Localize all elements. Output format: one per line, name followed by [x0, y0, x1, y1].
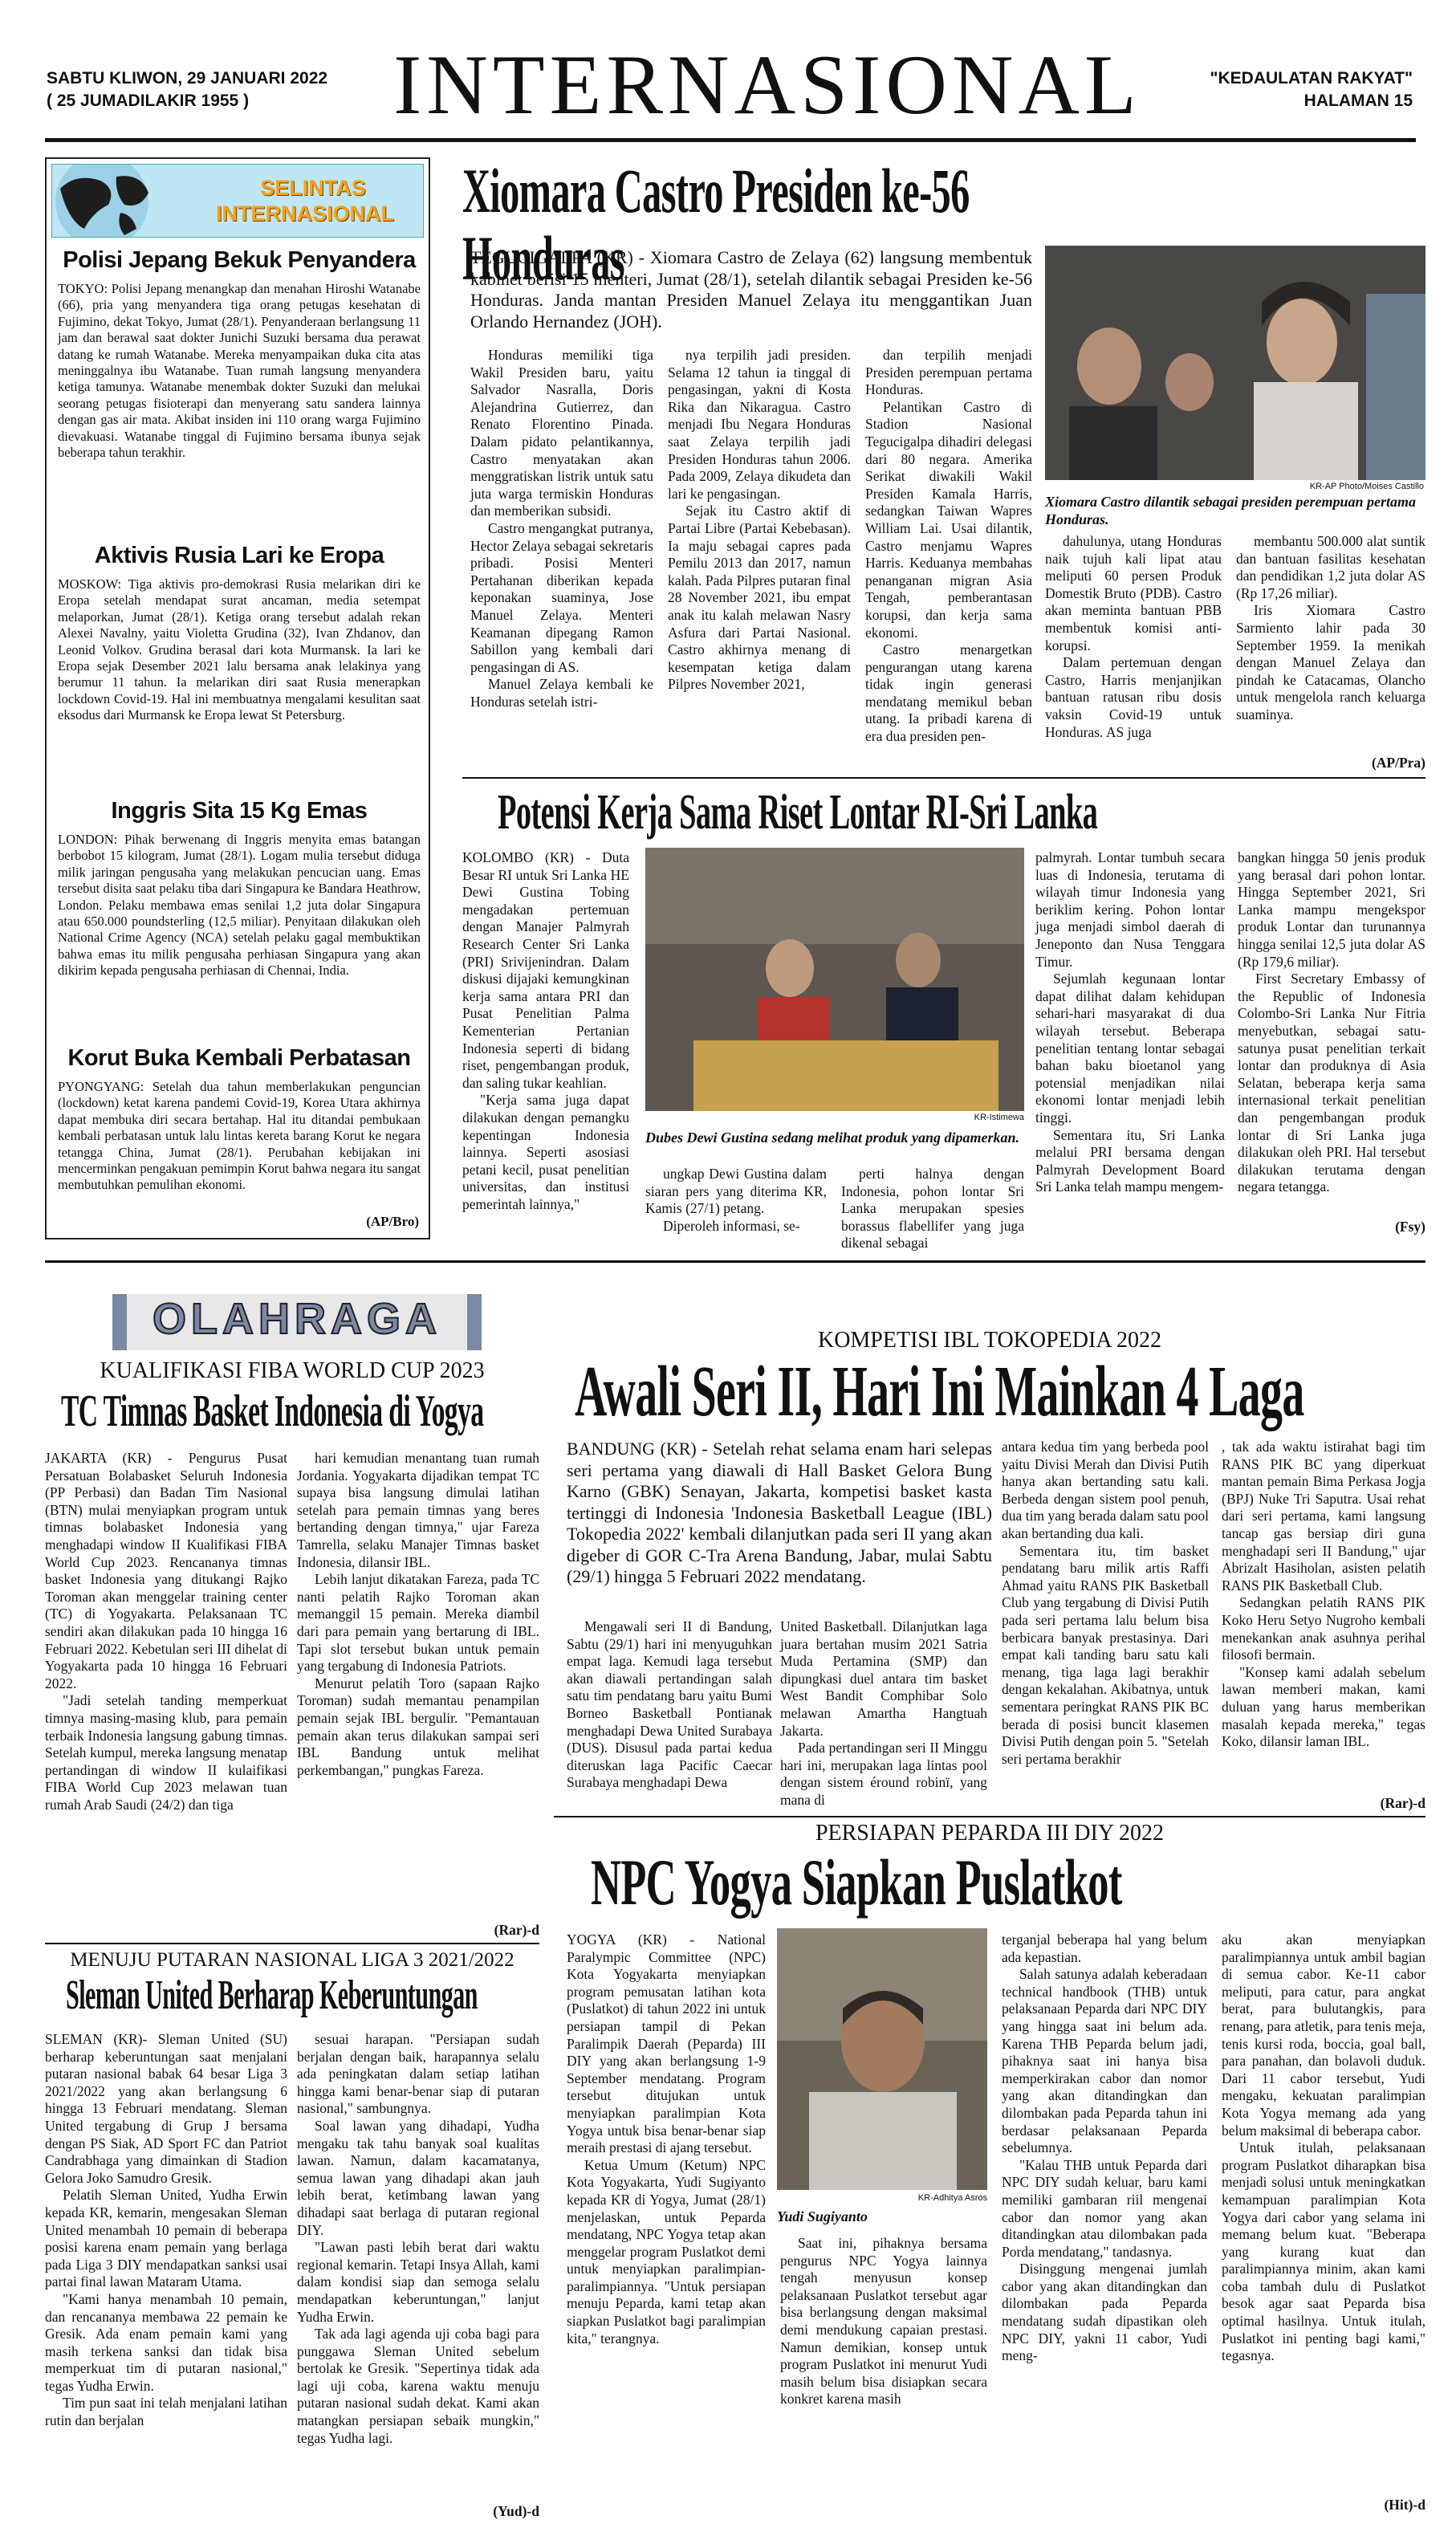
paragraph: Soal lawan yang dihadapi, Yudha mengaku tak tahu banyak soal kualitas lawan. Namun, dalam kacamatanya, semua lawan yang dihadapi akan jauh lebih berat, ketimbang lawan yang dihadapi saat berlaga di putaran regional DIY. — [297, 2117, 539, 2238]
paragraph: palmyrah. Lontar tumbuh secara luas di Indonesia, terutama di wilayah timur Indonesia yang beriklim kering. Pohon lontar juga menjadi simbol daerah di Jeneponto dan Nusa Tenggara Timur. — [1035, 849, 1225, 970]
masthead-rule — [45, 138, 1416, 142]
paragraph: Lebih lanjut dikatakan Fareza, pada TC nanti pelatih Rajko Toroman akan memanggil 15 pemain. Mereka diambil dari para pemain yang bertarung di IBL. Tapi slot tersebut bukan untuk pemain yang tergabung di Indonesia Patriots. — [297, 1571, 539, 1675]
selintas-flag-line1: SELINTAS — [260, 176, 366, 200]
paragraph: "Konsep kami adalah sebelum lawan memberi makan, kami duluan yang harus memberikan masalah kepada mereka," tegas Koko, dilansir laman IBL. — [1222, 1663, 1425, 1750]
paragraph: sesuai harapan. "Persiapan sudah berjalan dengan baik, harapannya selalu ada peningkatan dalam setiap latihan hingga kami benar-benar siap di putaran nasional," sambungnya. — [297, 2031, 539, 2117]
castro-col5 — [1236, 533, 1425, 724]
lontar-col4 — [1035, 849, 1225, 1196]
paragraph: Manuel Zelaya kembali ke Honduras setelah istri- — [470, 676, 653, 710]
paragraph: Sementara itu, tim basket pendatang baru milik artis Raffi Ahmad yaitu RANS PIK Basketball Club yang tergabung di Divisi Putih pada seri pertama lalu belum bisa berbicara banyak prestasinya. Dari empat kali tanding baru satu kali menang, tiga laga lagi berakhir dengan kekalahan. Akibatnya, untuk sementara peringkat RANS PIK BC berada di posisi buncit klasemen Divisi Putih dengan poin 5. "Setelah seri pertama berakhir — [1002, 1542, 1209, 1767]
castro-caption: Xiomara Castro dilantik sebagai presiden perempuan pertama Honduras. — [1045, 494, 1417, 527]
paragraph: JAKARTA (KR) - Pengurus Pusat Persatuan Bolabasket Seluruh Indonesia (PP Perbasi) dan Badan Tim Nasional (BTN) mulai menyiapkan program untuk timnas bolabasket Indonesia yang menghadapi window II Kualifikasi FIBA World Cup 2023. Rencananya timnas basket Indonesia yang ditukangi Rajko Toroman akan menggelar training center (TC) di Yogyakarta. Pelaksanaan TC sendiri akan dilakukan pada 10 hingga 16 Februari 2022. Kebetulan seri III dihelat di Yogyakarta pada 10 hingga 16 Februari 2022. — [45, 1450, 287, 1691]
paragraph: Castro menargetkan pengurangan utang karena tidak ingin generasi mendatang memikul beban utang. Ia pribadi karena di era dua presiden pen- — [865, 641, 1032, 745]
paragraph: Sejak itu Castro aktif di Partai Libre (Partai Kebebasan). Ia maju sebagai capres pada Pemilu 2013 dan 2017, namun kalah. Pada Pilpres putaran final 28 November 2021, ibu empat anak itu kalah melawan Nasry Asfura dari Partai Nasional. Castro akhirnya menang di kesempatan ketiga dalam Pilpres November 2021, — [668, 503, 851, 693]
paragraph: ungkap Dewi Gustina dalam siaran pers yang diterima KR, Kamis (27/1) petang. — [645, 1166, 827, 1217]
paragraph: Ketua Umum (Ketum) NPC Kota Yogyakarta, Yudi Sugiyanto kepada KR di Yogya, Jumat (28/1) menjelaskan, untuk Peparda mendatang, NPC Yogya tetap akan menggelar program Puslatkot demi untuk menyiapkan paralimpian-paralimpiannya. "Untuk persiapan menuju Peparda, kami tetap akan siapkan Puslatkot bagi paralimpian kita," terangnya. — [567, 2156, 766, 2347]
npc-col2 — [780, 2235, 987, 2408]
sleman-kicker: MENUJU PUTARAN NASIONAL LIGA 3 2021/2022 — [70, 1949, 514, 1971]
npc-photo — [777, 1928, 987, 2190]
paragraph: First Secretary Embassy of the Republic of Indonesia Colombo-Sri Lanka Nur Fitria menyebutkan, sebagai satu-satunya pusat penelitian terkait lontar dan produknya di Asia Selatan, beberapa kerja sama internasional terkait penelitian dan pengembangan produk lontar di Sri Lanka juga dilakukan oleh PRI. Hal tersebut dilakukan terutama dengan negara tetangga. — [1238, 971, 1425, 1195]
ibl-signature: (Rar)-d — [1380, 1795, 1425, 1811]
lontar-col2 — [645, 1166, 827, 1235]
castro-photo — [1045, 246, 1425, 480]
lontar-headline: Potensi Kerja Sama Riset Lontar RI-Sri Lanka — [498, 785, 1098, 840]
timnas-signature: (Rar)-d — [494, 1922, 539, 1938]
paragraph: YOGYA (KR) - National Paralympic Committee (NPC) Kota Yogyakarta menyiapkan program pemusatan latihan kota (Puslatkot) di tahun 2022 ini untuk persiapan tampil di Pekan Paralimpik Daerah (Peparda) III DIY yang akan berlangsung 1-9 September mendatang. Program tersebut ditujukan untuk menyiapkan paralimpian Kota Yogya untuk bisa benar-benar siap meraih prestasi di ajang tersebut. — [567, 1931, 766, 2156]
selintas-3-body: LONDON: Pihak berwenang di Inggris menyita emas batangan berbobot 15 kilogram, Jumat (28/1). Logam mulia tersebut diduga milik jaringan pengusaha yang melakukan pencucian uang. Emas tersebut disita saat pelaku tiba dari Singapura ke Bandara Heathrow, London. Pelaku membawa emas senilai 1,2 juta dolar Singapura atau 650.000 poundsterling (12,5 miliar). Penyitaan dilakukan oleh National Crime Agency (NCA) setelah pelaku gagal membuktikan bahwa emas itu milik pengusaha perhiasan Singapura yang akan dikirim kepada pengusaha perhiasan di Chennai, India. — [58, 832, 421, 979]
ibl-headline: Awali Seri II, Hari Ini Mainkan 4 Laga — [575, 1352, 1304, 1431]
globe-icon — [52, 165, 173, 238]
paragraph: "Kalau THB untuk Peparda dari NPC DIY sudah keluar, baru kami memiliki gambaran riil mengenai cabor dan nomor yang akan ditandingkan atau dilombakan pada Porda mendatang," tandasnya. — [1002, 2156, 1207, 2260]
selintas-3-title: Inggris Sita 15 Kg Emas — [111, 798, 368, 824]
paragraph: hari kemudian menantang tuan rumah Jordania. Yogyakarta dijadikan tempat TC supaya bisa langsung dimulai latihan setelah para pemain timnas yang beres bertanding dengan timnya," ujar Fareza Tamrella, selaku Manajer Timnas basket Indonesia, dilansir IBL. — [297, 1450, 539, 1570]
issue-date: SABTU KLIWON, 29 JANUARI 2022 — [47, 69, 328, 88]
ibl-col2 — [780, 1618, 987, 1809]
npc-col3 — [1002, 1931, 1207, 2365]
npc-signature: (Hit)-d — [1384, 2497, 1425, 2513]
lontar-caption: Dubes Dewi Gustina sedang melihat produk yang dipamerkan. — [645, 1130, 1020, 1146]
paragraph: dahulunya, utang Honduras naik tujuh kali lipat atau meliputi 60 persen Produk Domestik Bruto (PDB). Castro akan meminta bantuan PBB membentuk komisi anti-korupsi. — [1045, 533, 1222, 653]
lontar-photo — [645, 848, 1024, 1111]
npc-photo-credit: KR-Adhitya Asros — [917, 2193, 987, 2203]
npc-col4 — [1222, 1931, 1425, 2365]
ibl-kicker: KOMPETISI IBL TOKOPEDIA 2022 — [817, 1328, 1162, 1353]
selintas-4-body: PYONGYANG: Setelah dua tahun memberlakukan penguncian (lockdown) ketat karena pandemi Covid-19, Korea Utara akhirnya dapat membuka diri secara bertahap. Hal itu ditandai pembukaan kembali perbatasan untuk lalu lintas kereta barang Korut ke negara tetangga China, Jumat (28/1). Perubahan kebijakan ini mencerminkan pengakuan pemimpin Korut bahwa negara itu sangat membutuhkan pemulihan ekonomi. — [58, 1079, 421, 1193]
paragraph: aku akan menyiapkan paralimpiannya untuk ambil bagian di semua cabor. Ke-11 cabor meliputi, para catur, para angkat berat, para bulutangkis, para renang, para atletik, para tenis meja, tenis kursi roda, boccia, goal ball, para panahan, dan bolavoli duduk. Dari 11 cabor tersebut, Yudi mengaku, kekuatan paralimpian Kota Yogya memang ada yang belum maksimal di beberapa cabor. — [1222, 1931, 1425, 2139]
paragraph: SLEMAN (KR)- Sleman United (SU) berharap keberuntungan saat menjalani putaran nasional babak 64 besar Liga 3 2021/2022 yang akan berlangsung 6 hingga 13 Februari mendatang. Sleman United tergabung di Grup J bersama dengan PS Siak, AD Sport FC dan Patriot Candrabhaga yang dimainkan di Stadion Gelora Joko Samudro Gresik. — [45, 2031, 287, 2186]
castro-signature: (AP/Pra) — [1371, 755, 1425, 771]
paragraph: Castro mengangkat putranya, Hector Zelaya sebagai sekretaris pribadi. Posisi Menteri Pertahanan diberikan kepada keponakan suaminya, Jose Manuel Zelaya. Menteri Keamanan dipegang Ramon Sabillon yang kembali dari pengasingan di AS. — [470, 519, 653, 675]
castro-col1 — [470, 347, 653, 710]
npc-col1 — [567, 1931, 766, 2347]
ibl-lead: BANDUNG (KR) - Setelah rehat selama enam hari selepas seri pertama yang diawali di Hall Basket Gelora Bung Karno (GBK) Senayan, Jakarta, kompetisi basket kasta tertinggi di Indonesia 'Indonesia Basketball League (IBL) Tokopedia 2022' kembali dilanjutkan pada seri II yang akan digeber di GOR C-Tra Arena Bandung, Jabar, mulai Sabtu (29/1) hingga 5 Februari 2022 mendatang. — [567, 1439, 992, 1586]
section-title: INTERNASIONAL — [393, 38, 1141, 132]
paragraph: membantu 500.000 alat suntik dan bantuan fasilitas kesehatan dan pendidikan 1,2 juta dolar AS (Rp 17,26 miliar). — [1236, 533, 1425, 601]
paragraph: Menurut pelatih Toro (sapaan Rajko Toroman) sudah memantau penampilan pemain sejak IBL bergulir. "Pemantauan pemain akan terus dilakukan sampai seri IBL Bandung untuk melihat perkembangan," pungkas Fareza. — [297, 1675, 539, 1778]
lontar-photo-credit: KR-Istimewa — [974, 1113, 1024, 1122]
castro-col4 — [1045, 533, 1222, 741]
paragraph: Disinggung mengenai jumlah cabor yang akan ditandingkan dan dilombakan pada Peparda mendatang sudah dipastikan oleh NPC DIY, yakni 11 cabor, Yudi meng- — [1002, 2261, 1207, 2364]
paragraph: Diperoleh informasi, se- — [663, 1217, 800, 1234]
paragraph: Saat ini, pihaknya bersama pengurus NPC Yogya lainnya tengah menyusun konsep pelaksanaan Puslatkot tersebut agar bisa berlangsung dengan maksimal demi mendukung capaian prestasi. Namun demikian, konsep untuk program Puslatkot ini menurut Yudi masih belum bisa disiapkan secara konkret karena masih — [780, 2235, 987, 2408]
selintas-flag-line2: INTERNASIONAL — [216, 201, 394, 226]
paragraph: terganjal beberapa hal yang belum ada kepastian. — [1002, 1931, 1207, 1965]
castro-rule — [462, 777, 1425, 779]
timnas-col1 — [45, 1450, 287, 1813]
paragraph: Pelantikan Castro di Stadion Nasional Tegucigalpa dihadiri delegasi dari 80 negara. Amerika Serikat diwakili Wakil Presiden Kamala Harris, sedangkan Taiwan Wapres William Lai. Usai dilantik, Castro menjamu Wapres Harris. Keduanya membahas penanganan migran Asia Tengah, pemberantasan korupsi, dan kerja sama ekonomi. — [865, 398, 1032, 641]
selintas-2-body: MOSKOW: Tiga aktivis pro-demokrasi Rusia melarikan diri ke Eropa setelah mendapat surat ancaman, media setempat melaporkan, Jumat (28/1). Ketiga orang tersebut adalah rekan Alexei Navalny, yaitu Violetta Grudina (32), Ivan Zhdanov, dan Leonid Volkov. Grudina berasal dari kota Murmansk. Ia lari ke Eropa sejak Desember 2021 lalu bersama anak lelakinya yang berumur 11 tahun. Ia melarikan diri saat Rusia menerapkan lockdown Covid-19. Hal ini membuatnya mengalami kesulitan saat eksodus dari Murmansk ke Eropa lewat St Petersburg. — [58, 576, 421, 723]
selintas-4-title: Korut Buka Kembali Perbatasan — [67, 1045, 411, 1071]
selintas-signature: (AP/Bro) — [366, 1214, 419, 1229]
page-number: HALAMAN 15 — [1303, 92, 1413, 110]
paragraph: Honduras memiliki tiga Wakil Presiden baru, yaitu Salvador Nasralla, Doris Alejandrina Gutierrez, dan Renato Florentino Pinada. Dalam pidato pelantikannya, Castro menyatakan akan menggratiskan listrik untuk satu juta warga termiskin Honduras dan memberikan subsidi. — [470, 347, 653, 519]
timnas-headline: TC Timnas Basket Indonesia di Yogya — [61, 1386, 484, 1436]
selintas-box — [45, 157, 430, 1239]
castro-photo-credit: KR-AP Photo/Moises Castillo — [1309, 482, 1424, 491]
paragraph: Sedangkan pelatih RANS PIK Koko Heru Setyo Nugroho kembali menekankan anak asuhnya perihal filosofi bermain. — [1222, 1594, 1425, 1663]
lontar-col5 — [1238, 849, 1425, 1196]
paragraph: Pada pertandingan seri II Minggu hari ini, merupakan laga lintas pool dengan sistem éround robinï, yang mana di — [780, 1740, 987, 1808]
paragraph: "Kerja sama juga dapat dilakukan dengan pemangku kepentingan Indonesia lainnya. Seperti asosiasi petani kecil, pusat penelitian universitas, dan institusi pemerintah lainnya," — [462, 1092, 629, 1212]
paragraph: bangkan hingga 50 jenis produk yang berasal dari pohon lontar. Hingga September 2021, Sri Lanka mampu mengekspor produk Lontar dan turunannya hingga senilai 12,5 juta dolar AS (Rp 179,6 miliar). — [1238, 849, 1425, 970]
paragraph: Untuk itulah, pelaksanaan program Puslatkot diharapkan bisa menjadi solusi untuk meningkatkan kemampuan paralimpian Kota Yogya dari cabor yang selama ini memang belum kuat. "Beberapa yang kurang kuat dan paralimpiannya minim, akan kami coba tambah dulu di Puslatkot besok agar saat Peparda bisa optimal hasilnya. Untuk itulah, Puslatkot ini penting bagi kami," tegasnya. — [1222, 2139, 1425, 2364]
npc-caption: Yudi Sugiyanto — [777, 2208, 868, 2224]
masthead-right — [1124, 67, 1413, 112]
paragraph: Salah satunya adalah keberadaan technical handbook (THB) untuk pelaksanaan Peparda dari NPC DIY yang hingga saat ini belum ada. Karena THB Peparda belum jadi, pihaknya saat ini hanya bisa memperkirakan cabor dan nomor yang akan ditandingkan dan dilombakan pada Peparda tahun ini berdasar pelaksanaan Peparda sebelumnya. — [1002, 1966, 1207, 2156]
paragraph: "Lawan pasti lebih berat dari waktu regional kemarin. Tetapi Insya Allah, kami dalam kondisi siap dan semoga selalu mendapatkan keberuntungan," lanjut Yudha Erwin. — [297, 2239, 539, 2325]
paragraph: Mengawali seri II di Bandung, Sabtu (29/1) hari ini menyuguhkan empat laga. Kemudi laga tersebut akan diawali pertandingan salah satu tim pendatang baru yaitu Bumi Borneo Basketball Pontianak menghadapi Dewa United Surabaya (DUS). Disusul pada partai kedua diteruskan laga Pacific Caecar Surabaya menghadapi Dewa — [567, 1618, 772, 1791]
timnas-col2 — [297, 1450, 539, 1779]
npc-headline: NPC Yogya Siapkan Puslatkot — [591, 1846, 1122, 1919]
npc-kicker: PERSIAPAN PEPARDA III DIY 2022 — [815, 1821, 1165, 1846]
paragraph: Dalam pertemuan dengan Castro, Harris menjanjikan bantuan ratusan ribu dosis vaksin Covid-19 untuk Honduras. AS juga — [1045, 654, 1222, 740]
paragraph: "Kami hanya menambah 10 pemain, dan rencananya membawa 22 pemain ke Gresik. Ada enam pemain kami yang masih terkena sanksi dan tidak bisa memperkuat tim di putaran nasional," tegas Yudha Erwin. — [45, 2290, 287, 2394]
paragraph: United Basketball. Dilanjutkan laga juara bertahan musim 2021 Satria Muda Pertamina (SMP) dan dipungkasi duel antara tim basket West Bandit Comphibar Solo melawan Amartha Hangtuah Jakarta. — [780, 1618, 987, 1739]
paragraph: , tak ada waktu istirahat bagi tim RANS PIK BC yang diperkuat mantan pemain Bima Perkasa Jogja (BPJ) Nuke Tri Saputra. Usai rehat dari seri pertama, kami langsung tancap gas bersiap diri guna menghadapi seri II Bandung," ujar Abrizalt Hasiholan, asisten pelatih RANS PIK Basketball Club. — [1222, 1439, 1425, 1594]
paragraph: antara kedua tim yang berbeda pool yaitu Divisi Merah dan Divisi Putih hanya akan bertanding satu kali. Berbeda dengan sistem pool penuh, dua tim yang berada dalam satu pool akan bertanding dua kali. — [1002, 1439, 1209, 1541]
sleman-col1 — [45, 2031, 287, 2430]
timnas-rule — [45, 1943, 539, 1944]
issue-hijri-date: ( 25 JUMADILAKIR 1955 ) — [47, 92, 250, 110]
olahraga-banner — [112, 1294, 482, 1350]
lontar-col1 — [462, 849, 629, 1213]
olahraga-label: OLAHRAGA — [153, 1295, 441, 1343]
paragraph: Sejumlah kegunaan lontar dapat dilihat dalam kehidupan sehari-hari masyarakat di dua wilayah tersebut. Beberapa penelitian tentang lontar sebagai bahan baku bioetanol yang potensial menjadikan nilai ekonomi lontar menjadi lebih tinggi. — [1035, 971, 1225, 1125]
castro-col3 — [865, 347, 1032, 746]
paragraph: dan terpilih menjadi Presiden perempuan pertama Honduras. — [865, 347, 1032, 398]
section-divider — [45, 1260, 1425, 1263]
selintas-flag — [51, 164, 424, 238]
sleman-signature: (Yud)-d — [493, 2503, 539, 2519]
paper-name: "KEDAULATAN RAKYAT" — [1210, 69, 1413, 88]
timnas-kicker: KUALIFIKASI FIBA WORLD CUP 2023 — [100, 1358, 485, 1383]
castro-col2 — [668, 347, 851, 694]
lontar-signature: (Fsy) — [1395, 1219, 1425, 1235]
paragraph: KOLOMBO (KR) - Duta Besar RI untuk Sri Lanka HE Dewi Gustina Tobing mengadakan pertemuan dengan Manajer Palmyrah Research Center Sri Lanka (PRI) Srivijenindran. Dalam diskusi dijajaki kemungkinan kerja sama antara PRI dan Pusat Penelitian Palma Kementerian Pertanian Indonesia seperti di bidang riset, pengembangan produk, dan saling tukar keahlian. — [462, 849, 629, 1091]
castro-lead: TEGUCIGALPA (KR) - Xiomara Castro de Zelaya (62) langsung membentuk kabinet berisi 15 menteri, Jumat (28/1), setelah dilantik sebagai Presiden ke-56 Honduras. Janda mantan Presiden Manuel Zelaya itu menggantikan Juan Orlando Hernandez (JOH). — [470, 247, 1032, 332]
ibl-col3 — [1002, 1439, 1209, 1768]
sleman-headline: Sleman United Berharap Keberuntungan — [66, 1972, 478, 2018]
paragraph: "Jadi setelah tanding memperkuat timnya masing-masing klub, para pemain terbaik Indonesia langsung gabung timnas. Setelah kumpul, mereka langsung menatap pertandingan di window II kulaifikasi FIBA World Cup 2023 melawan tuan rumah Arab Saudi (24/2) dan tiga — [45, 1692, 287, 1813]
paragraph: perti halnya dengan Indonesia, pohon lontar Sri Lanka merupakan spesies borassus flabellifer yang juga dikenal sebagai — [841, 1166, 1024, 1252]
castro-headline: Xiomara Castro Presiden ke-56 Honduras — [462, 156, 970, 293]
selintas-1-body: TOKYO: Polisi Jepang menangkap dan menahan Hiroshi Watanabe (66), pria yang menyandera tiga orang petugas kesehatan di Fujimino, dekat Tokyo, Jumat (28/1). Penyanderaan berlangsung 11 jam dan berawal saat dokter Junichi Suzuki bersama dua perawat datang ke rumah Watanabe. Mereka menyampaikan duka cita atas meninggalnya ibu Watanabe. Tuan rumah langsung menyandera ketiga tamunya. Watanabe menembak dokter Suzuki dan melukai seorang petugas fisioterapi dan menyerang satu sandera lainnya dengan gas air mata. Akibat insiden ini 110 orang warga Fujimino dievakuasi. Watanabe tinggal di Fujimino bersama ibunya sejak beberapa tahun terakhir. — [58, 281, 421, 461]
ibl-col4 — [1222, 1439, 1425, 1751]
paragraph: nya terpilih jadi presiden. Selama 12 tahun ia tinggal di pengasingan, yakni di Kosta Rika dan Nikaragua. Castro menjadi Ibu Negara Honduras saat Zelaya terpilih jadi Presiden Honduras tahun 2006. Pada 2009, Zelaya dikudeta dan lari ke pengasingan. — [668, 347, 851, 502]
paragraph: Iris Xiomara Castro Sarmiento lahir pada 30 September 1959. Ia menikah dengan Manuel Zelaya dan pindah ke Catacamas, Olancho untuk mengelola ranch keluarga suaminya. — [1236, 602, 1425, 722]
masthead-date — [47, 67, 384, 112]
selintas-1-title: Polisi Jepang Bekuk Penyandera — [63, 247, 416, 273]
sleman-col2 — [297, 2031, 539, 2447]
ibl-rule — [554, 1816, 1425, 1817]
ibl-col1 — [567, 1618, 772, 1792]
paragraph: Tak ada lagi agenda uji coba bagi para punggawa Sleman United sebelum bertolak ke Gresik. "Sepertinya tidak ada lagi uji coba, karena waktu menuju putaran nasional sudah dekat. Kami akan matangkan persiapan sebaik mungkin," tegas Yudha lagi. — [297, 2326, 539, 2446]
lontar-col3 — [841, 1166, 1024, 1252]
selintas-2-title: Aktivis Rusia Lari ke Eropa — [94, 543, 384, 568]
paragraph: Sementara itu, Sri Lanka melalui PRI bersama dengan Palmyrah Development Board Sri Lanka telah mampu mengem- — [1035, 1126, 1225, 1195]
paragraph: Pelatih Sleman United, Yudha Erwin kepada KR, kemarin, mengesakan Sleman United menambah 10 pemain di beberapa posisi karena enam pemain yang berlaga pada Liga 3 DIY mendapatkan sanksi usai partai final lawan Mataram Utama. — [45, 2187, 287, 2290]
paragraph: Tim pun saat ini telah menjalani latihan rutin dan berjalan — [45, 2395, 287, 2429]
